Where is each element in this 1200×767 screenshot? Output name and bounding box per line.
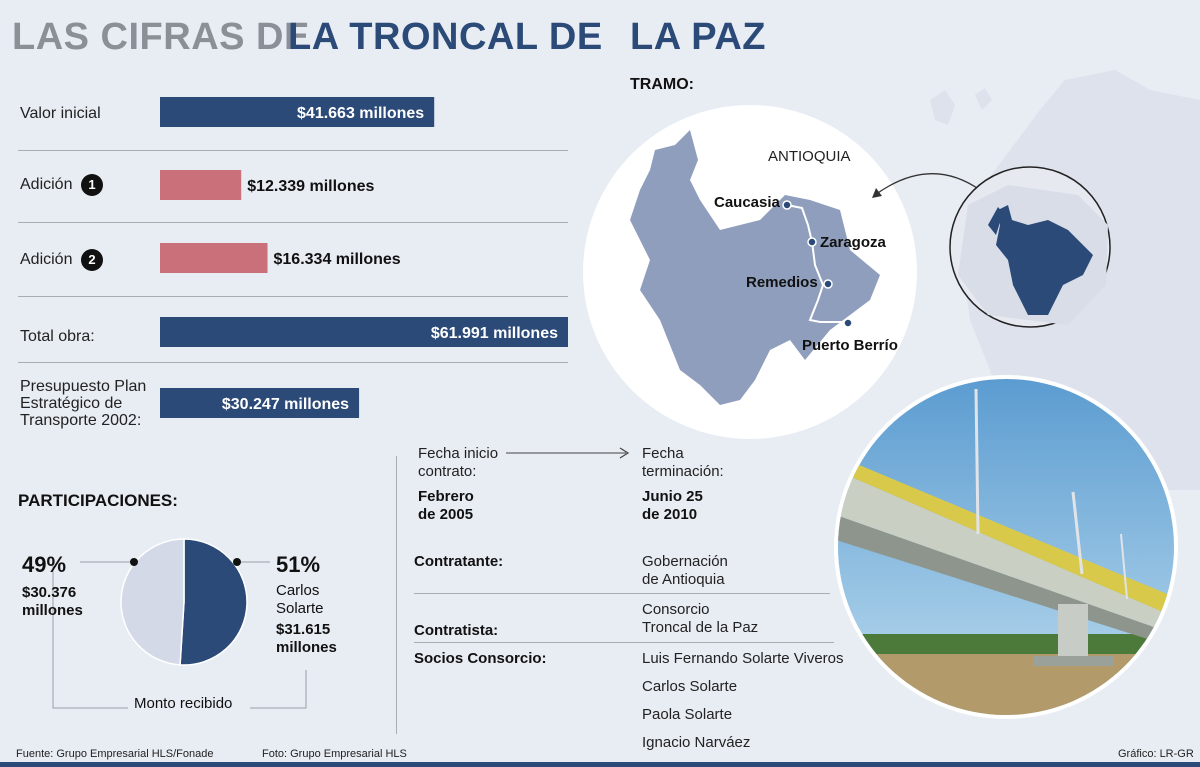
separator bbox=[414, 593, 830, 594]
map-city-zaragoza: Zaragoza bbox=[820, 234, 886, 251]
bar-value-label: $41.663 millones bbox=[297, 105, 425, 122]
pie-name-right: Carlos Solarte bbox=[276, 582, 324, 617]
bar-value-label: $61.991 millones bbox=[430, 325, 558, 342]
separator bbox=[414, 642, 834, 643]
row-label-adicion-1: Adición 1 bbox=[20, 174, 103, 196]
connector-dot bbox=[130, 558, 138, 566]
map-region-label: ANTIOQUIA bbox=[768, 148, 851, 165]
bridge-photo bbox=[833, 374, 1179, 720]
separator bbox=[18, 150, 568, 151]
pie-amount-left: $30.376 millones bbox=[22, 584, 83, 619]
contratante-label: Contratante: bbox=[414, 553, 504, 570]
start-value: Febrero de 2005 bbox=[418, 488, 474, 523]
bar-value-label: $12.339 millones bbox=[247, 178, 375, 195]
row-label-valor-inicial: Valor inicial bbox=[20, 105, 101, 122]
socios-label: Socios Consorcio: bbox=[414, 650, 547, 667]
vertical-divider bbox=[396, 456, 397, 734]
separator bbox=[18, 222, 568, 223]
pie-pct-left: 49% bbox=[22, 552, 67, 577]
arrow-right-icon bbox=[506, 446, 634, 460]
contratante-value: Gobernación de Antioquia bbox=[642, 553, 728, 588]
map-city-remedios: Remedios bbox=[746, 274, 818, 291]
connector-line bbox=[250, 670, 306, 708]
end-label: Fecha terminación: bbox=[642, 445, 724, 480]
start-label: Fecha inicio contrato: bbox=[418, 445, 499, 480]
pie-amount-right: $31.615 millones bbox=[276, 621, 337, 656]
bar bbox=[160, 170, 241, 200]
end-value: Junio 25 de 2010 bbox=[642, 488, 703, 523]
locator-map bbox=[948, 165, 1113, 330]
footer-source: Fuente: Grupo Empresarial HLS/Fonade bbox=[16, 748, 214, 760]
badge-2: 2 bbox=[81, 249, 103, 271]
socio-item: Ignacio Narváez bbox=[642, 734, 751, 751]
badge-1: 1 bbox=[81, 174, 103, 196]
row-label-adicion-2: Adición 2 bbox=[20, 249, 103, 271]
row-label-presupuesto: Presupuesto Plan Estratégico de Transporte 2002: bbox=[20, 378, 147, 429]
tramo-title: TRAMO: bbox=[630, 76, 694, 93]
contratista-label: Contratista: bbox=[414, 622, 499, 639]
title-part-3: LA PAZ bbox=[630, 16, 766, 58]
pie-chart bbox=[0, 520, 400, 720]
footer-credit: Gráfico: LR-GR bbox=[1118, 748, 1194, 760]
map-city-puerto-berrio: Puerto Berrío bbox=[802, 337, 898, 354]
title-part-2: LA TRONCAL DE bbox=[288, 16, 603, 58]
pie-slice bbox=[180, 539, 247, 665]
bar bbox=[160, 243, 268, 273]
contratista-value: Consorcio Troncal de la Paz bbox=[642, 601, 759, 636]
bar-value-label: $16.334 millones bbox=[273, 251, 401, 268]
row-label-total-obra: Total obra: bbox=[20, 328, 95, 345]
socio-item: Paola Solarte bbox=[642, 706, 733, 723]
separator bbox=[18, 362, 568, 363]
connector-dot bbox=[233, 558, 241, 566]
participaciones-title: PARTICIPACIONES: bbox=[18, 491, 178, 510]
footer-photo: Foto: Grupo Empresarial HLS bbox=[262, 748, 407, 760]
footer-stripe bbox=[0, 762, 1200, 767]
separator bbox=[18, 296, 568, 297]
socio-item: Carlos Solarte bbox=[642, 678, 738, 695]
title-part-1: LAS CIFRAS DE bbox=[12, 16, 310, 58]
pie-slice bbox=[121, 539, 184, 665]
pie-pct-right: 51% bbox=[276, 552, 321, 577]
pie-footer: Monto recibido bbox=[130, 695, 236, 712]
map-city-caucasia: Caucasia bbox=[714, 194, 780, 211]
socio-item: Luis Fernando Solarte Viveros bbox=[642, 650, 844, 667]
bar-value-label: $30.247 millones bbox=[221, 396, 350, 413]
